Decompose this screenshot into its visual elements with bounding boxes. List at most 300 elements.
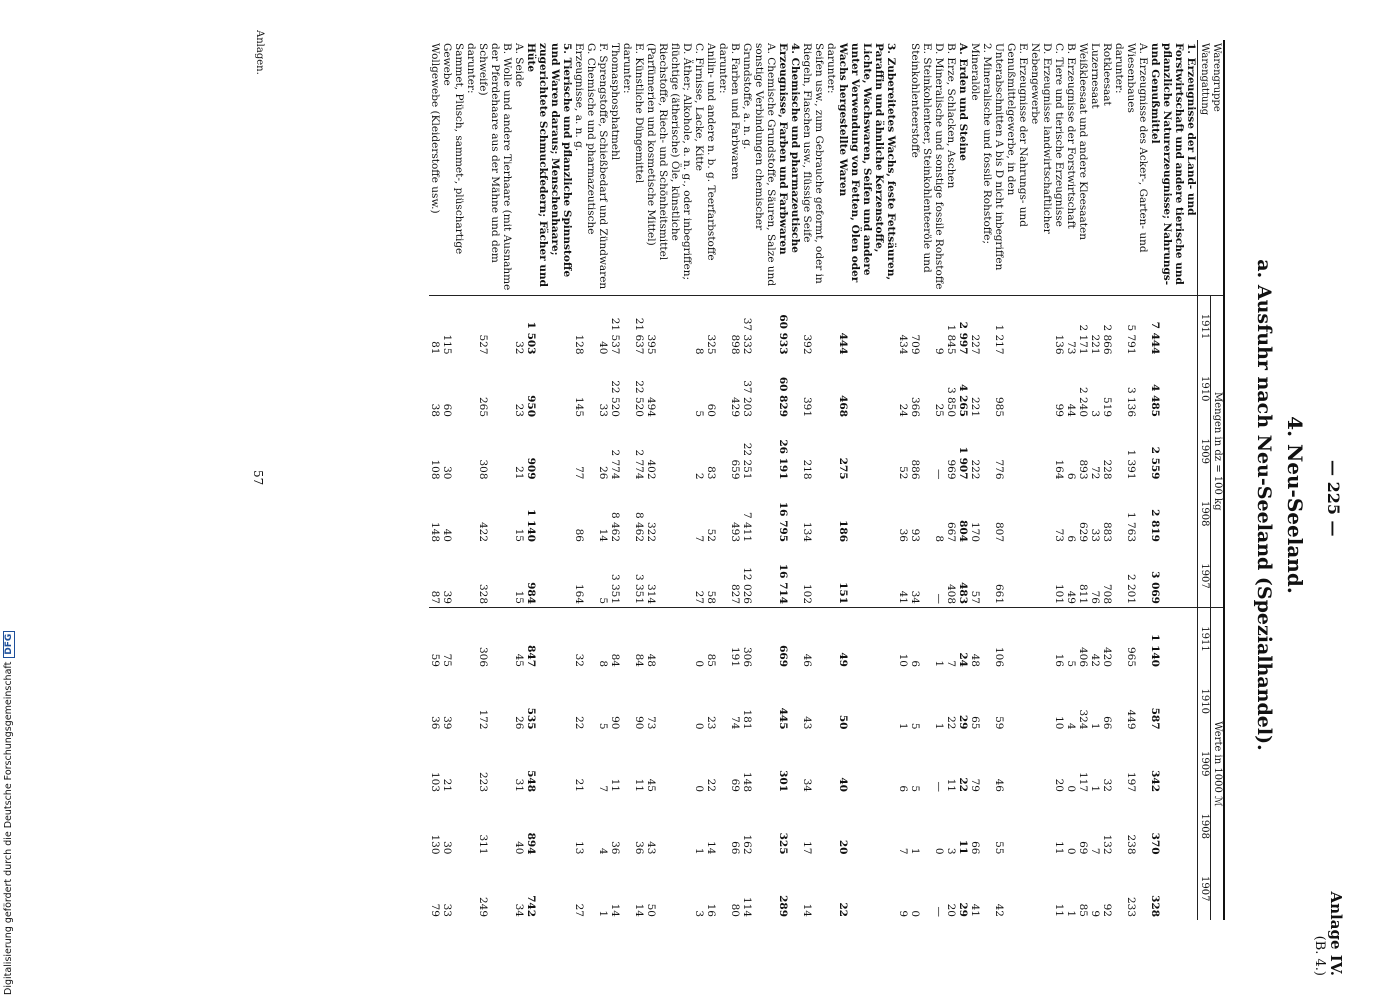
werte-cell: 49 bbox=[837, 608, 897, 671]
mengen-cell: 519 bbox=[1101, 396, 1113, 417]
mengen-cell: 1 503 bbox=[525, 321, 537, 355]
mengen-cell bbox=[465, 545, 477, 608]
mengen-cell: 164 bbox=[1053, 459, 1065, 480]
werte-cell: 9 bbox=[1089, 910, 1101, 917]
mengen-cell: 408 bbox=[945, 583, 957, 604]
mengen-cell: 527 bbox=[477, 334, 489, 355]
year-header: 1910 bbox=[1198, 670, 1211, 733]
mengen-cell: 221 bbox=[1089, 334, 1101, 355]
werte-cell: 4 bbox=[1065, 722, 1077, 730]
mengen-cell: 21 637 bbox=[633, 317, 645, 355]
mengen-cell: 483 bbox=[957, 582, 969, 604]
row-label: E. Steinkohlenteer, Steinkohlenteeröle und Steinkohlenteerstoffe bbox=[909, 40, 933, 295]
mengen-cell: 9 bbox=[933, 347, 945, 355]
werte-cell: 406 bbox=[1077, 608, 1089, 671]
mengen-cell bbox=[621, 545, 633, 608]
mengen-cell: 366 bbox=[909, 396, 921, 417]
mengen-cell: 8 462 bbox=[633, 511, 645, 542]
mengen-cell: 228 bbox=[1101, 459, 1113, 480]
row-label: 5. Tierische und pflanzliche Spinnstoffe und Waren daraus; Menschenhaare; zugerichtete Schmuckfedern; Fächer und Hüte bbox=[525, 40, 573, 295]
werte-cell: 30 bbox=[441, 841, 453, 855]
table-row bbox=[1113, 40, 1125, 920]
mengen-cell: 898 bbox=[729, 334, 741, 355]
werte-cell: 14 bbox=[705, 841, 717, 855]
werte-cell: 33 bbox=[441, 903, 453, 917]
mengen-cell: 25 bbox=[933, 403, 945, 417]
werte-cell: 11 bbox=[633, 778, 645, 792]
mengen-cell: 22 520 bbox=[633, 380, 645, 417]
table-row bbox=[573, 40, 597, 920]
mengen-cell bbox=[825, 545, 837, 608]
row-label: B. Farben und Farbwaren bbox=[729, 40, 741, 295]
werte-cell: 847 bbox=[525, 608, 573, 671]
mengen-cell: 60 933 bbox=[777, 314, 789, 355]
werte-cell: 79 bbox=[429, 903, 441, 917]
werte-cell: 3 bbox=[693, 910, 705, 917]
werte-cell: 22 bbox=[957, 777, 969, 792]
mengen-cell bbox=[825, 420, 837, 483]
mengen-cell: 30 bbox=[441, 466, 453, 480]
werte-cell: 223 bbox=[477, 771, 489, 792]
mengen-cell: 1 217 bbox=[993, 324, 1005, 355]
mengen-cell: 659 bbox=[729, 459, 741, 480]
mengen-cell: 102 bbox=[801, 583, 813, 604]
row-label: C. Firnisse, Lacke, Kitte bbox=[693, 40, 705, 295]
mengen-cell: 108 bbox=[429, 459, 441, 480]
mengen-cell: 6 bbox=[1065, 472, 1077, 480]
werte-cell: 5 bbox=[909, 785, 921, 792]
mengen-cell: 883 bbox=[1101, 521, 1113, 542]
year-header: 1908 bbox=[1198, 483, 1211, 546]
mengen-cell: 1 391 bbox=[1125, 449, 1137, 480]
row-label: G. Chemische und pharmazeutische Erzeugnisse, a. n. g. bbox=[573, 40, 597, 295]
mengen-cell: 81 bbox=[429, 341, 441, 355]
werte-cell: 420 bbox=[1101, 608, 1113, 671]
mengen-cell: 36 bbox=[897, 528, 909, 542]
mengen-cell: 14 bbox=[597, 528, 609, 542]
werte-cell: 306 bbox=[741, 608, 777, 671]
mengen-cell: 37 203 bbox=[741, 380, 753, 417]
mengen-cell: 969 bbox=[945, 459, 957, 480]
werte-cell: 69 bbox=[1077, 841, 1089, 855]
mengen-cell: 12 026 bbox=[741, 567, 753, 604]
mengen-cell: 21 537 bbox=[609, 317, 621, 355]
mengen-cell: 15 bbox=[513, 528, 525, 542]
table-row bbox=[1101, 40, 1113, 920]
row-label: 3. Zubereitetes Wachs, feste Fettsäuren, Paraffin und ähnliche Kerzenstoffe, Lichte, Wachswaren, Seifen und andere unter Verwendung von Fetten, Ölen oder Wachs hergestellte Waren bbox=[837, 40, 897, 295]
mengen-cell: 221 bbox=[969, 396, 981, 417]
mengen-cell: 26 bbox=[597, 466, 609, 480]
table-row bbox=[933, 40, 945, 920]
werte-cell bbox=[825, 795, 837, 858]
mengen-cell: 99 bbox=[1053, 403, 1065, 417]
werte-cell: 9 bbox=[897, 910, 909, 917]
mengen-cell: 52 bbox=[705, 528, 717, 542]
mengen-cell: 2 997 bbox=[957, 321, 969, 355]
mengen-cell: 7 bbox=[693, 535, 705, 542]
mengen-cell: 39 bbox=[441, 590, 453, 604]
werte-cell bbox=[465, 608, 477, 671]
werte-cell: 32 bbox=[1101, 778, 1113, 792]
mengen-cell: 493 bbox=[729, 521, 741, 542]
werte-cell: 29 bbox=[957, 714, 969, 730]
mengen-cell: 708 bbox=[1101, 583, 1113, 604]
werte-cell: — bbox=[933, 906, 945, 917]
rotated-content bbox=[85, 30, 1345, 980]
mengen-cell: 22 520 bbox=[609, 380, 621, 417]
werte-cell: 11 bbox=[1053, 841, 1065, 855]
row-label: Rotkleesaat bbox=[1101, 40, 1113, 295]
werte-cell: 0 bbox=[693, 722, 705, 730]
werte-cell: 191 bbox=[729, 608, 741, 671]
mengen-cell: 422 bbox=[477, 521, 489, 542]
year-header: 1910 bbox=[1198, 358, 1211, 421]
mengen-cell: 314 bbox=[645, 583, 657, 604]
table-row bbox=[837, 40, 897, 920]
mengen-cell bbox=[717, 545, 729, 608]
werte-cell: 17 bbox=[801, 841, 813, 855]
mengen-cell: 170 bbox=[969, 521, 981, 542]
mengen-cell: 93 bbox=[909, 528, 921, 542]
table-row bbox=[513, 40, 525, 920]
mengen-cell bbox=[621, 420, 633, 483]
werte-cell: 24 bbox=[957, 608, 969, 671]
digitization-text: Digitalisierung gefördert durch die Deutsche Forschungsgemeinschaft bbox=[3, 661, 14, 995]
werte-cell bbox=[825, 670, 837, 733]
mengen-cell: — bbox=[933, 469, 945, 480]
mengen-cell: 984 bbox=[525, 582, 537, 604]
mengen-cell: 3 351 bbox=[633, 573, 645, 604]
werte-cell: 22 bbox=[573, 716, 585, 730]
mengen-cell: 3 bbox=[1089, 410, 1101, 417]
row-label: B. Erzeugnisse der Forstwirtschaft bbox=[1065, 40, 1077, 295]
mengen-cell: 40 bbox=[597, 341, 609, 355]
werte-cell: 45 bbox=[645, 778, 657, 792]
mengen-cell bbox=[465, 483, 477, 546]
werte-cell: 34 bbox=[801, 778, 813, 792]
table-row bbox=[1053, 40, 1065, 920]
table-row bbox=[441, 40, 465, 920]
mengen-cell bbox=[621, 358, 633, 421]
row-label: Luzernesaat bbox=[1089, 40, 1101, 295]
mengen-cell: 49 bbox=[1065, 590, 1077, 604]
mengen-cell: 4 265 bbox=[957, 384, 969, 417]
werte-cell bbox=[621, 795, 633, 858]
werte-cell: 29 bbox=[957, 902, 969, 917]
werte-cell: 1 bbox=[1089, 722, 1101, 730]
werte-cell bbox=[621, 608, 633, 671]
mengen-cell: 60 bbox=[441, 403, 453, 417]
mengen-cell: 328 bbox=[477, 583, 489, 604]
werte-cell: 328 bbox=[1149, 895, 1161, 917]
dfg-logo: DFG bbox=[3, 631, 15, 658]
werte-cell: 1 bbox=[897, 722, 909, 730]
table-row bbox=[969, 40, 993, 920]
mengen-cell: 1 763 bbox=[1125, 511, 1137, 542]
werte-cell: 11 bbox=[945, 778, 957, 792]
werte-cell: 0 bbox=[1065, 785, 1077, 792]
mengen-cell: 227 bbox=[969, 334, 981, 355]
mengen-cell: 776 bbox=[993, 459, 1005, 480]
mengen-cell: 3 069 bbox=[1149, 571, 1161, 604]
row-label: Seifen usw., zum Gebrauche geformt, oder in Riegeln, Flaschen usw., flüssige Seife bbox=[801, 40, 825, 295]
werte-cell: 324 bbox=[1077, 709, 1089, 730]
row-label: D. Äther; Alkohole, a. n. g., oder inbegriffen; flüchtige (ätherische) Öle, künstliche Riechstoffe, Riech- und Schönheitsmittel (Parfümerien und kosmetische Mittel) bbox=[645, 40, 693, 295]
werte-cell: 301 bbox=[777, 770, 789, 792]
mengen-cell: 16 795 bbox=[777, 501, 789, 542]
mengen-cell: 8 bbox=[933, 535, 945, 542]
mengen-cell: 26 191 bbox=[777, 439, 789, 480]
werte-cell: 14 bbox=[609, 903, 621, 917]
mengen-cell: 2 774 bbox=[633, 449, 645, 480]
werte-cell bbox=[465, 670, 477, 733]
mengen-cell: 5 791 bbox=[1125, 324, 1137, 355]
werte-cell: 90 bbox=[633, 716, 645, 730]
werte-cell bbox=[465, 733, 477, 796]
werte-cell: 55 bbox=[993, 841, 1005, 855]
mengen-cell bbox=[621, 295, 633, 358]
werte-cell: 59 bbox=[429, 608, 441, 671]
werte-cell: 233 bbox=[1125, 896, 1137, 917]
group-header bbox=[1198, 40, 1225, 295]
werte-cell bbox=[465, 795, 477, 858]
werte-cell: 84 bbox=[633, 608, 645, 671]
werte-cell: 46 bbox=[801, 608, 825, 671]
mengen-cell: 151 bbox=[837, 582, 849, 604]
mengen-cell: 807 bbox=[993, 521, 1005, 542]
page-subtitle: a. Ausfuhr nach Neu-Seeland (Spezialhandel). bbox=[1253, 259, 1275, 751]
werte-cell: 65 bbox=[969, 716, 981, 730]
mengen-cell bbox=[717, 295, 729, 358]
row-label: D. Mineralische und sonstige fossile Rohstoffe bbox=[933, 40, 945, 295]
werte-cell bbox=[465, 858, 477, 921]
mengen-cell bbox=[1029, 545, 1053, 608]
mengen-cell: 886 bbox=[909, 459, 921, 480]
mengen-cell bbox=[1113, 420, 1125, 483]
row-label: 4. Chemische und pharmazeutische Erzeugnisse, Farben und Farbwaren bbox=[777, 40, 801, 295]
werte-cell: 14 bbox=[801, 903, 813, 917]
werte-cell: 32 bbox=[573, 608, 597, 671]
row-label: darunter: bbox=[621, 40, 633, 295]
werte-cell: 669 bbox=[777, 608, 801, 671]
page-title: 4. Neu-Seeland. bbox=[1283, 416, 1307, 594]
werte-cell: 21 bbox=[441, 778, 453, 792]
werte-cell: 894 bbox=[525, 832, 537, 855]
werte-cell: 73 bbox=[645, 716, 657, 730]
mengen-cell: 629 bbox=[1077, 521, 1089, 542]
werte-cell: 10 bbox=[897, 608, 909, 671]
werte-cell: 46 bbox=[993, 778, 1005, 792]
mengen-cell: 57 bbox=[969, 590, 981, 604]
werte-cell bbox=[1029, 795, 1053, 858]
werte-cell: 1 bbox=[933, 722, 945, 730]
werte-cell bbox=[717, 670, 729, 733]
mengen-cell: 134 bbox=[801, 521, 813, 542]
werte-cell: 48 bbox=[645, 608, 693, 671]
werte-cell: 22 bbox=[945, 716, 957, 730]
mengen-cell: 444 bbox=[837, 332, 849, 355]
mengen-cell: 23 bbox=[513, 403, 525, 417]
werte-cell: 238 bbox=[1125, 834, 1137, 855]
table-row bbox=[909, 40, 933, 920]
werte-cell: 74 bbox=[729, 716, 741, 730]
werte-cell: 80 bbox=[729, 903, 741, 917]
row-label: D. Erzeugnisse landwirtschaftlicher Nebengewerbe bbox=[1029, 40, 1053, 295]
werte-cell: 0 bbox=[909, 910, 921, 917]
row-label: A. Seide bbox=[513, 40, 525, 295]
werte-cell: 117 bbox=[1077, 771, 1089, 792]
werte-cell: 5 bbox=[597, 722, 609, 730]
mengen-cell: 275 bbox=[837, 457, 849, 480]
werte-cell bbox=[621, 733, 633, 796]
werte-cell: 40 bbox=[837, 777, 849, 792]
mengen-cell: 15 bbox=[513, 590, 525, 604]
werte-cell: 4 bbox=[597, 847, 609, 855]
year-header: 1909 bbox=[1198, 733, 1211, 796]
werte-cell: 11 bbox=[957, 839, 969, 855]
werte-cell: 1 bbox=[1065, 910, 1077, 917]
mengen-cell: 115 bbox=[441, 334, 453, 355]
werte-cell: 45 bbox=[513, 608, 525, 671]
mengen-cell: 950 bbox=[525, 395, 537, 417]
werte-cell: 103 bbox=[429, 771, 441, 792]
werte-cell bbox=[1029, 608, 1053, 671]
werte-cell bbox=[621, 858, 633, 921]
mengen-cell bbox=[465, 358, 477, 421]
row-label: Sammet, Plüsch, sammet-, plüschartige Gewebe bbox=[441, 40, 465, 295]
werte-cell: 106 bbox=[993, 608, 1029, 671]
table-row bbox=[465, 40, 477, 920]
mengen-cell: 8 462 bbox=[609, 511, 621, 542]
mengen-cell: 77 bbox=[573, 466, 585, 480]
mengen-cell: 58 bbox=[705, 590, 717, 604]
werte-cell bbox=[621, 670, 633, 733]
mengen-cell bbox=[717, 420, 729, 483]
werte-cell bbox=[717, 608, 729, 671]
mengen-cell: 709 bbox=[909, 334, 921, 355]
werte-cell: 742 bbox=[525, 895, 537, 917]
mengen-cell: 667 bbox=[945, 521, 957, 542]
werte-cell: 34 bbox=[513, 903, 525, 917]
werte-cell: 66 bbox=[969, 841, 981, 855]
werte-cell bbox=[1113, 795, 1125, 858]
table-row bbox=[1125, 40, 1149, 920]
row-label: E. Künstliche Düngemittel bbox=[633, 40, 645, 295]
werte-cell: 1 bbox=[909, 847, 921, 855]
mengen-cell: 41 bbox=[897, 590, 909, 604]
year-header: 1911 bbox=[1198, 295, 1211, 358]
row-label: C. Tiere und tierische Erzeugnisse bbox=[1053, 40, 1065, 295]
werte-cell: 66 bbox=[1101, 716, 1113, 730]
mengen-cell bbox=[717, 358, 729, 421]
werte-cell: 21 bbox=[573, 778, 585, 792]
werte-cell bbox=[1029, 858, 1053, 921]
row-label: darunter: bbox=[825, 40, 837, 295]
werte-cell bbox=[1029, 670, 1053, 733]
mengen-cell: 16 714 bbox=[777, 563, 789, 604]
table-row bbox=[729, 40, 741, 920]
mengen-cell: 60 bbox=[705, 403, 717, 417]
mengen-cell bbox=[825, 483, 837, 546]
year-header: 1907 bbox=[1198, 545, 1211, 608]
year-header: 1911 bbox=[1198, 608, 1211, 671]
mengen-cell: 4 485 bbox=[1149, 384, 1161, 417]
werte-cell: 42 bbox=[993, 903, 1005, 917]
werte-cell: 16 bbox=[705, 903, 717, 917]
mengen-cell: 3 850 bbox=[945, 386, 957, 417]
werte-cell: 370 bbox=[1149, 832, 1161, 855]
mengen-cell bbox=[1029, 483, 1053, 546]
werte-cell: 50 bbox=[837, 714, 849, 730]
werte-cell: 7 bbox=[945, 608, 957, 671]
mengen-cell: 128 bbox=[573, 334, 585, 355]
mengen-cell: 3 136 bbox=[1125, 386, 1137, 417]
mengen-cell: 2 819 bbox=[1149, 509, 1161, 542]
werte-cell: 0 bbox=[693, 785, 705, 792]
werte-cell: 11 bbox=[1053, 903, 1065, 917]
year-header: 1909 bbox=[1198, 420, 1211, 483]
mengen-cell bbox=[825, 358, 837, 421]
werte-cell: 587 bbox=[1149, 707, 1161, 730]
werte-cell: 1 bbox=[597, 910, 609, 917]
mengen-cell bbox=[1113, 483, 1125, 546]
werte-cell: 132 bbox=[1101, 834, 1113, 855]
mengen-cell bbox=[1113, 295, 1125, 358]
table-row bbox=[993, 40, 1029, 920]
mengen-cell bbox=[621, 483, 633, 546]
row-label: 2. Mineralische und fossile Rohstoffe; Mineralöle bbox=[969, 40, 993, 295]
year-header: 1908 bbox=[1198, 795, 1211, 858]
werte-cell: 1 bbox=[1089, 785, 1101, 792]
werte-cell: 5 bbox=[909, 722, 921, 730]
werte-cell: 39 bbox=[441, 716, 453, 730]
mengen-cell: 2 866 bbox=[1101, 324, 1113, 355]
werte-cell: 14 bbox=[633, 903, 645, 917]
werte-cell: 172 bbox=[477, 709, 489, 730]
werte-cell: 84 bbox=[609, 608, 621, 671]
table-row bbox=[717, 40, 729, 920]
werte-cell: 90 bbox=[609, 716, 621, 730]
mengen-cell bbox=[1029, 295, 1053, 358]
row-label: A. Erden und Steine bbox=[957, 40, 969, 295]
mengen-cell: 27 bbox=[693, 590, 705, 604]
mengen-cell: 32 bbox=[513, 341, 525, 355]
mengen-cell: 2 240 bbox=[1077, 386, 1089, 417]
werte-cell: 7 bbox=[597, 785, 609, 792]
mengen-cell: 73 bbox=[1065, 341, 1077, 355]
werte-cell: 325 bbox=[777, 832, 789, 855]
mengen-cell bbox=[825, 295, 837, 358]
mengen-header: Mengen in dz = 100 kg bbox=[1211, 295, 1225, 608]
mengen-cell: 494 bbox=[645, 396, 657, 417]
table-row bbox=[609, 40, 621, 920]
table-row bbox=[1029, 40, 1053, 920]
mengen-cell: 148 bbox=[429, 521, 441, 542]
mengen-cell: 5 bbox=[693, 410, 705, 417]
table-row bbox=[693, 40, 705, 920]
mengen-cell: 7 444 bbox=[1149, 321, 1161, 355]
mengen-cell: 308 bbox=[477, 459, 489, 480]
mengen-cell: 72 bbox=[1089, 466, 1101, 480]
werte-cell: 1 bbox=[933, 608, 945, 671]
mengen-cell: 222 bbox=[969, 459, 981, 480]
werte-cell: 7 bbox=[897, 847, 909, 855]
werte-cell: 11 bbox=[609, 778, 621, 792]
row-label: E. Erzeugnisse der Nahrungs- und Genußmittelgewerbe, in den Unterabschnitten A bis D nicht inbegriffen bbox=[993, 40, 1029, 295]
group-header-sub: Warengattung bbox=[1199, 43, 1210, 116]
mengen-cell: 33 bbox=[1089, 528, 1101, 542]
mengen-cell: 1 140 bbox=[525, 509, 537, 542]
